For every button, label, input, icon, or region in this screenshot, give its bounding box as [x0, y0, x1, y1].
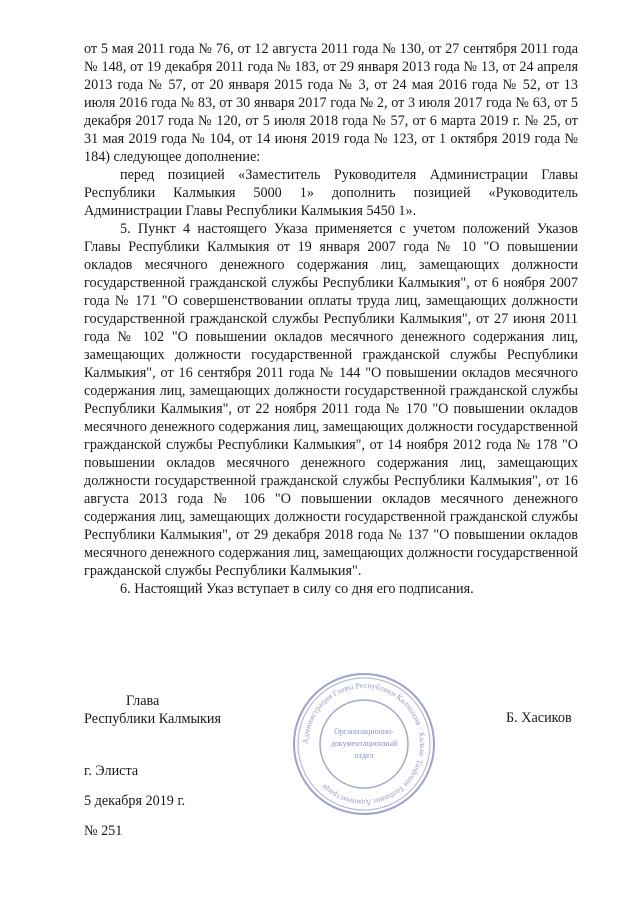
signatory-name: Б. Хасиков — [506, 710, 572, 726]
issue-city: г. Элиста — [84, 763, 139, 779]
document-body — [84, 40, 578, 598]
stamp-seal-graphic — [290, 670, 438, 818]
signatory-title-line2: Республики Калмыкия — [84, 711, 222, 727]
amendment-list-paragraph: от 5 мая 2011 года № 76, от 12 августа 2011 года № 130, от 27 сентября 2011 года № 148, от 19 декабря 2011 года № 183, от 29 января 2013 года № 13, от 24 апреля 2013 года № 57, от 20 января 2015 года № 3, от 24 мая 2016 года № 52, от 13 июля 2016 года № 83, от 30 января 2017 года № 2, от 3 июля 2017 года № 63, от 5 декабря 2017 года № 120, от 5 июля 2018 года № 57, от 6 марта 2019 г. № 25, от 31 мая 2019 года № 104, от 14 июня 2019 года № 123, от 1 октября 2019 года № 184) следующее дополнение: — [84, 41, 578, 165]
issue-date: 5 декабря 2019 г. — [84, 793, 186, 809]
stamp-center-line3: отдел — [354, 751, 374, 760]
decree-number: № 251 — [84, 823, 123, 839]
signatory-title-line1: Глава — [126, 693, 160, 709]
signatory-title — [84, 692, 221, 728]
clause-5-paragraph: 5. Пункт 4 настоящего Указа применяется с учетом положений Указов Главы Республики Калмыкия от 19 января 2007 года № 10 "О повышении окладов месячного денежного содержания лиц, замещающих должности государственной гражданской службы Республики Калмыкия", от 6 ноября 2007 года № 171 "О совершенствовании оплаты труда лиц, замещающих должности государственной гражданской службы Республики Калмыкия", от 27 июня 2011 года № 102 "О повышении окладов месячного денежного содержания лиц, замещающих должности государственной гражданской службы Республики Калмыкия", от 16 сентября 2011 года № 144 "О повышении окладов месячного содержания лиц, замещающих должности государственной гражданской службы Республики Калмыкия", от 22 ноября 2011 года № 170 "О повышении окладов месячного денежного содержания лиц, замещающих должности государственной гражданской службы Республики Калмыкия", от 14 ноября 2012 года № 178 "О повышении окладов месячного денежного содержания лиц, замещающих должности государственной гражданской службы Республики Калмыкия", от 16 августа 2013 года № 106 "О повышении окладов месячного денежного содержания лиц, замещающих должности государственной гражданской службы Республики Калмыкия", от 29 декабря 2018 года № 137 "О повышении окладов месячного денежного содержания лиц, замещающих должности государственной гражданской службы Республики Калмыкия". — [84, 221, 578, 579]
official-stamp — [290, 670, 438, 818]
stamp-ring-text: Администрация Главы Республики Калмыкия · Хальмг Таңһчин Толһачин Администраци — [300, 680, 428, 808]
clause-6-paragraph: 6. Настоящий Указ вступает в силу со дня его подписания. — [120, 581, 474, 597]
stamp-center-line2: документационный — [330, 739, 398, 748]
insertion-paragraph: перед позицией «Заместитель Руководителя Администрации Главы Республики Калмыкия 5000 1» дополнить позицией «Руководитель Администрации Главы Республики Калмыкия 5450 1». — [84, 167, 578, 219]
stamp-center-line1: Организационно- — [334, 727, 394, 736]
